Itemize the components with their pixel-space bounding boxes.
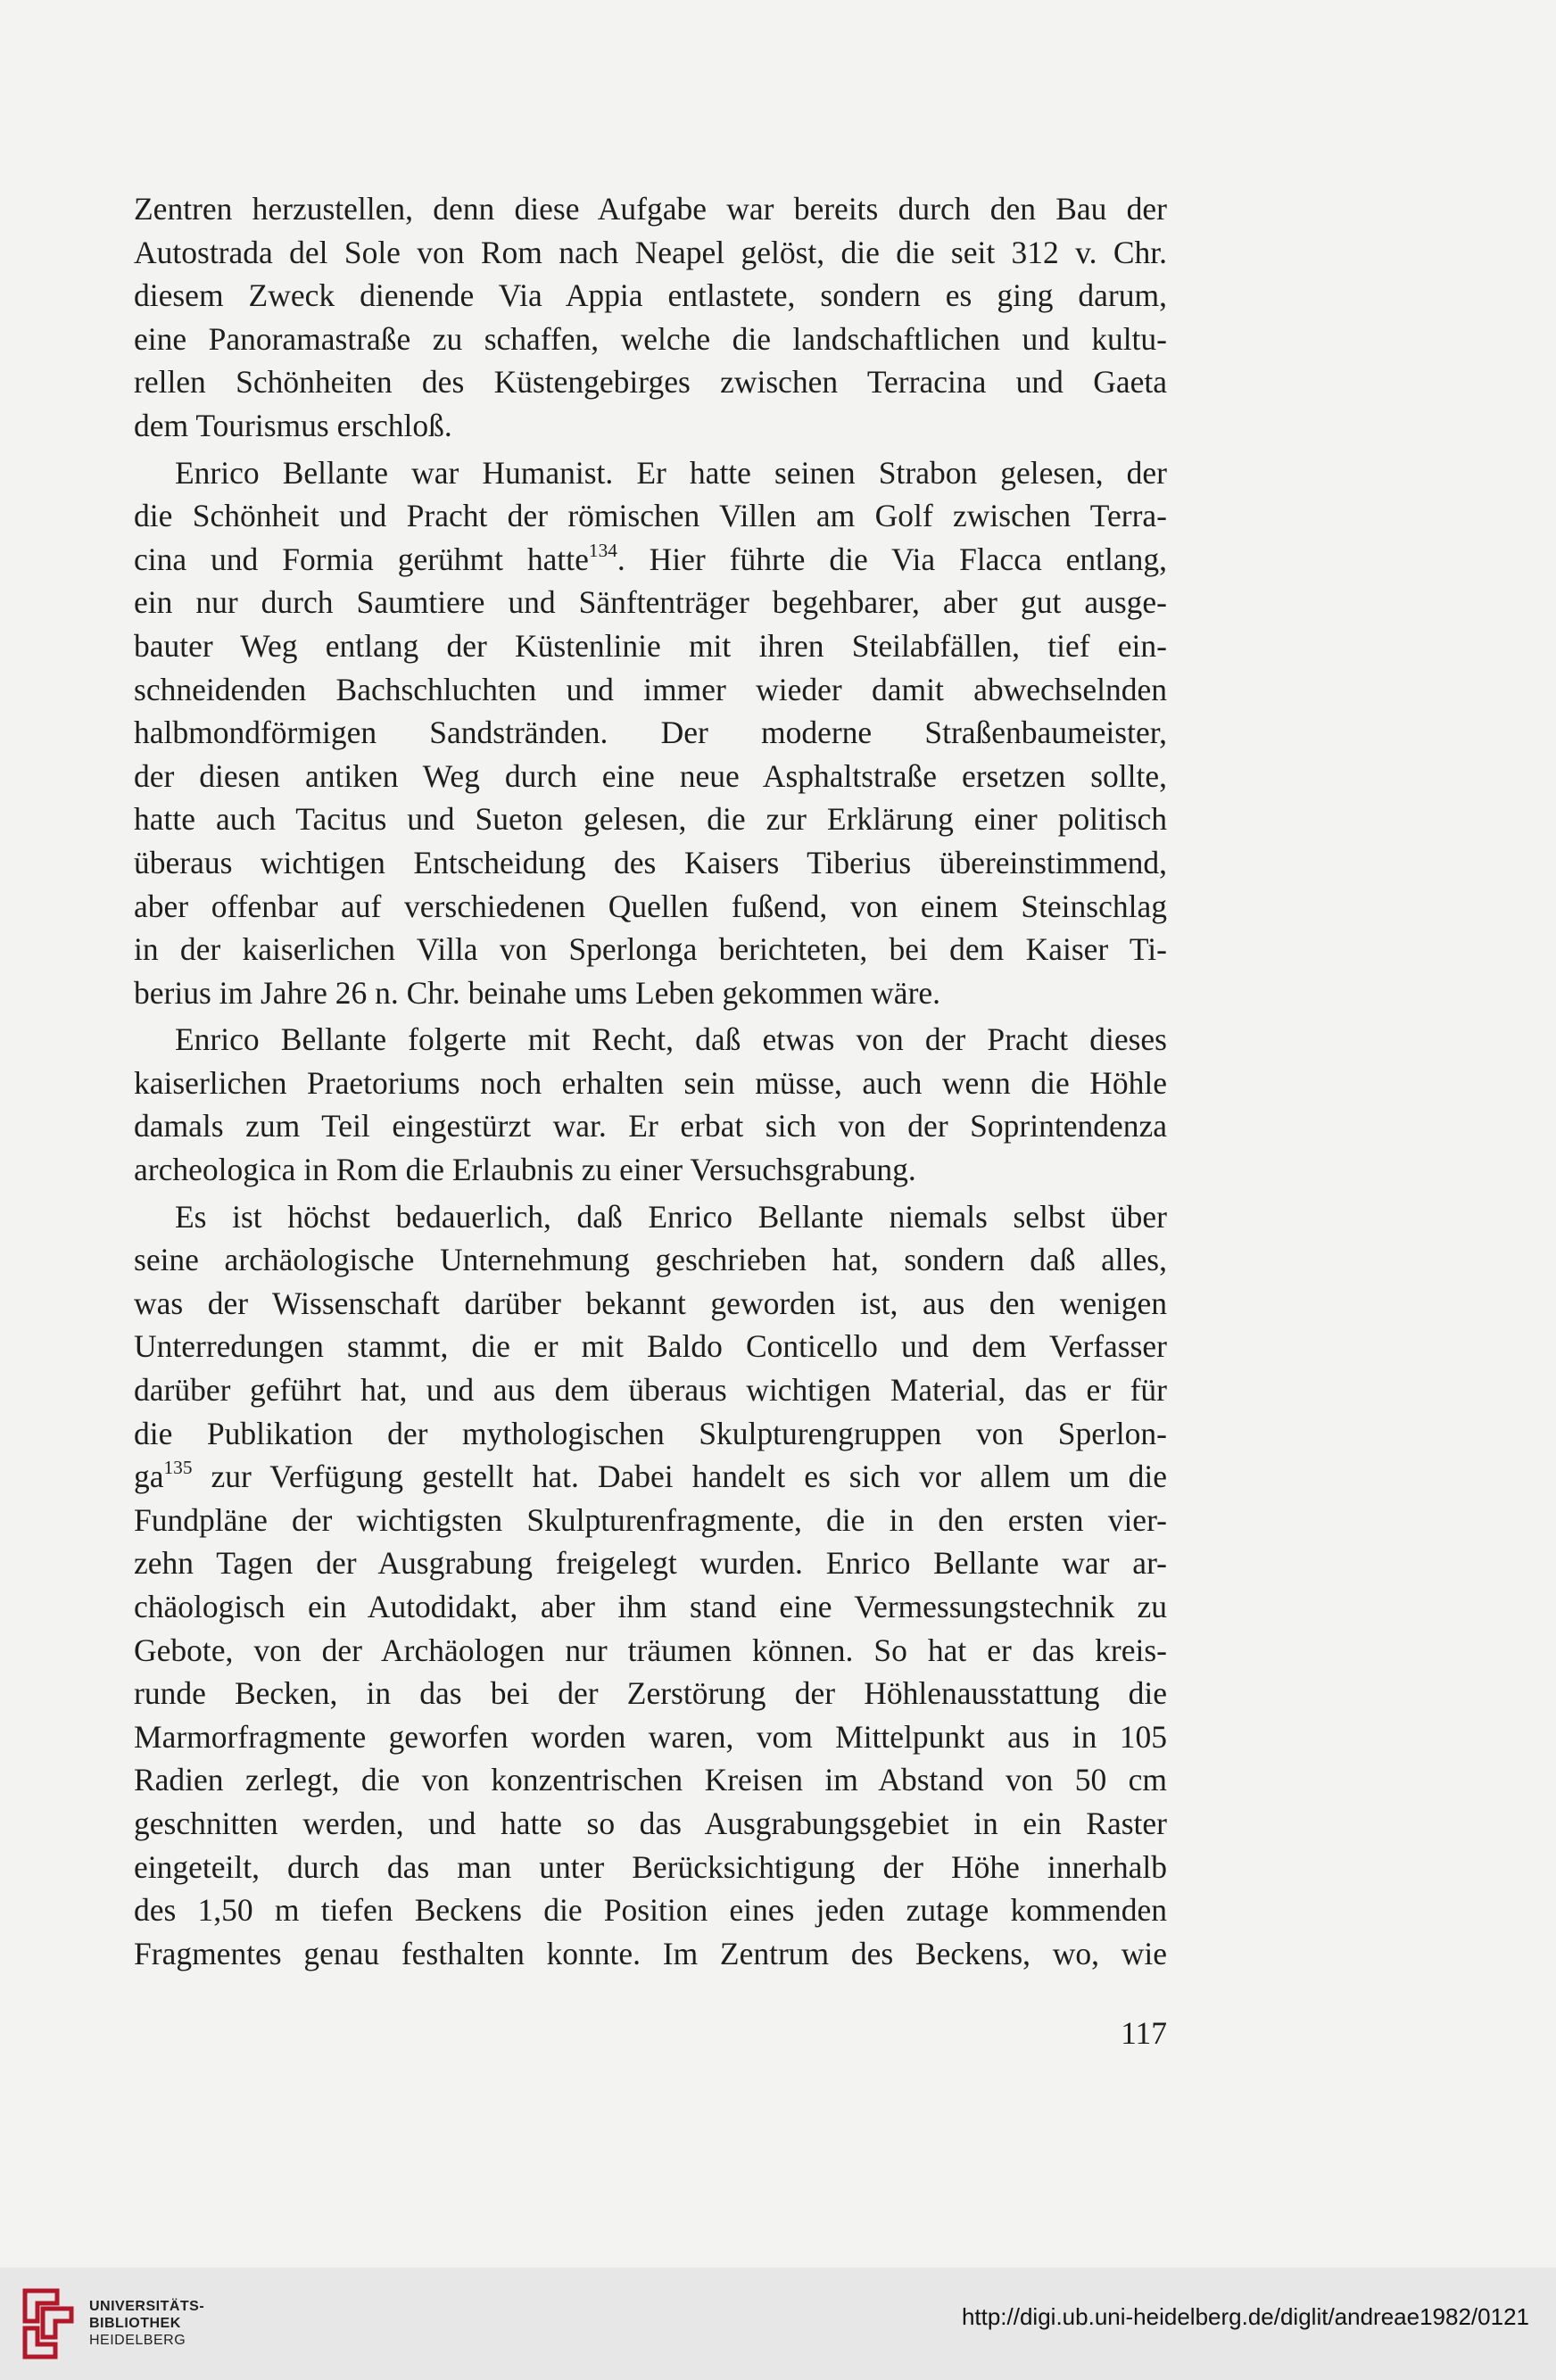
text-line: kaiserlichen Praetoriums noch erhalten sein müsse, auch wenn die Höhle (134, 1064, 1167, 1101)
text-line: halbmondförmigen Sandstränden. Der moderne Straßenbaumeister, (134, 715, 1167, 751)
text-line: des 1,50 m tiefen Beckens die Position eines jeden zutage kommenden (134, 1892, 1167, 1929)
text-line: archeologica in Rom die Erlaubnis zu einer Versuchsgrabung. (134, 1152, 916, 1188)
text-line: Autostrada del Sole von Rom nach Neapel gelöst, die die seit 312 v. Chr. (134, 234, 1167, 270)
text-line: Radien zerlegt, die von konzentrischen Kreisen im Abstand von 50 cm (134, 1762, 1167, 1798)
text-line: Zentren herzustellen, denn diese Aufgabe war bereits durch den Bau der (134, 191, 1167, 227)
text-line: Es ist höchst bedauerlich, daß Enrico Bellante niemals selbst über (175, 1198, 1167, 1235)
text-line: Fragmentes genau festhalten konnte. Im Zentrum des Beckens, wo, wie (134, 1935, 1167, 1971)
footer-bar (0, 2268, 1556, 2380)
source-url-link[interactable]: http://digi.ub.uni-heidelberg.de/diglit/andreae1982/0121 (961, 2303, 1529, 2330)
paragraph (134, 1195, 1167, 1976)
text-line: Enrico Bellante war Humanist. Er hatte seinen Strabon gelesen, der (175, 454, 1167, 491)
text-line: cina und Formia gerühmt hatte$^{134}$. Hier führte die Via Flacca entlang, (134, 539, 1167, 577)
text-line: schneidenden Bachschluchten und immer wieder damit abwechselnden (134, 671, 1167, 707)
text-line: seine archäologische Unternehmung geschrieben hat, sondern daß alles, (134, 1242, 1167, 1278)
footnote-marker: 135 (163, 1457, 193, 1479)
text-line: aber offenbar auf verschiedenen Quellen fußend, von einem Steinschlag (134, 888, 1167, 924)
text-line: damals zum Teil eingestürzt war. Er erbat sich von der Soprintendenza (134, 1108, 1167, 1145)
text-line: ein nur durch Saumtiere und Sänftenträger begehbarer, aber gut ausge- (134, 584, 1167, 621)
text-line: Enrico Bellante folgerte mit Recht, daß etwas von der Pracht dieses (175, 1021, 1167, 1058)
text-line: Gebote, von der Archäologen nur träumen können. So hat er das kreis- (134, 1632, 1167, 1668)
text-line: rellen Schönheiten des Küstengebirges zwischen Terracina und Gaeta (134, 364, 1167, 401)
text-line: dem Tourismus erschloß. (134, 407, 452, 443)
paragraph (134, 1018, 1167, 1191)
text-line: was der Wissenschaft darüber bekannt geworden ist, aus den wenigen (134, 1285, 1167, 1321)
text-line: darüber geführt hat, und aus dem überaus wichtigen Material, das er für (134, 1372, 1167, 1409)
text-line: diesem Zweck dienende Via Appia entlastete, sondern es ging darum, (134, 277, 1167, 314)
page-body (134, 187, 1167, 1975)
text-line: chäologisch ein Autodidakt, aber ihm stand eine Vermessungstechnik zu (134, 1589, 1167, 1624)
institution-line-1: UNIVERSITÄTS- (89, 2299, 205, 2314)
text-line: berius im Jahre 26 n. Chr. beinahe ums Leben gekommen wäre. (134, 974, 941, 1011)
institution-name (89, 2298, 204, 2349)
paragraph (134, 451, 1167, 1015)
paragraph (134, 187, 1167, 448)
text-line: runde Becken, in das bei der Zerstörung der Höhlenausstattung die (134, 1675, 1167, 1712)
institution-line-3: HEIDELBERG (89, 2333, 186, 2348)
text-line: eine Panoramastraße zu schaffen, welche die landschaftlichen und kultu- (134, 320, 1167, 357)
text-line: zehn Tagen der Ausgrabung freigelegt wurden. Enrico Bellante war ar- (134, 1545, 1167, 1582)
text-line: überaus wichtigen Entscheidung des Kaisers Tiberius übereinstimmend, (134, 844, 1167, 880)
text-line: hatte auch Tacitus und Sueton gelesen, die zur Erklärung einer politisch (134, 801, 1167, 838)
institution-line-2: BIBLIOTHEK (89, 2316, 181, 2331)
footnote-marker: 134 (588, 539, 617, 561)
text-line: die Schönheit und Pracht der römischen Villen am Golf zwischen Terra- (134, 498, 1167, 534)
text-line: der diesen antiken Weg durch eine neue Asphaltstraße ersetzen sollte, (134, 757, 1167, 794)
text-line: in der kaiserlichen Villa von Sperlonga berichteten, bei dem Kaiser Ti- (134, 931, 1167, 968)
text-line: Marmorfragmente geworfen worden waren, vom Mittelpunkt aus in 105 (134, 1718, 1167, 1755)
text-line: die Publikation der mythologischen Skulpturengruppen von Sperlon- (134, 1415, 1167, 1451)
text-line: geschnitten werden, und hatte so das Ausgrabungsgebiet in ein Raster (134, 1805, 1167, 1841)
text-line: Fundpläne der wichtigsten Skulpturenfragmente, die in den ersten vier- (134, 1501, 1167, 1538)
text-line: eingeteilt, durch das man unter Berücksichtigung der Höhe innerhalb (134, 1848, 1167, 1885)
page-number: 117 (1121, 2015, 1167, 2051)
text-line: $ga^{135}$ zur Verfügung gestellt hat. Dabei handelt es sich vor allem um die (134, 1457, 1167, 1495)
text-line: Unterredungen stammt, die er mit Baldo Conticello und dem Verfasser (134, 1328, 1167, 1365)
text-line: bauter Weg entlang der Küstenlinie mit ihren Steilabfällen, tief ein- (134, 627, 1167, 664)
ub-heidelberg-logo-icon (16, 2285, 80, 2362)
